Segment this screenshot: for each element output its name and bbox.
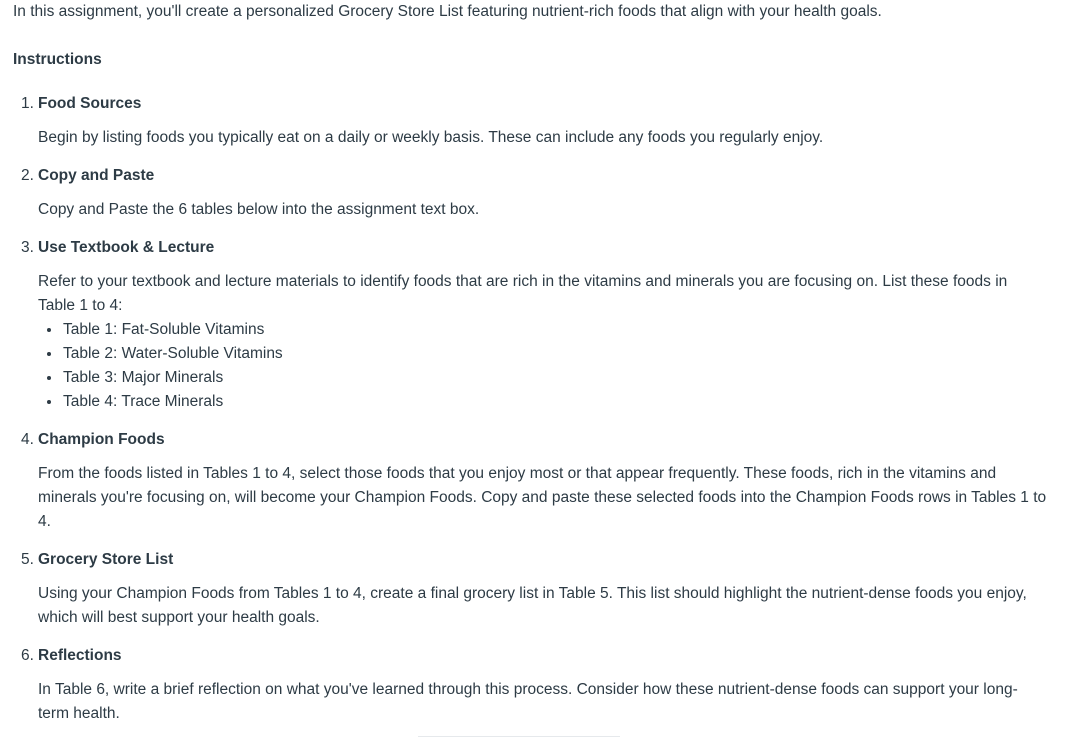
bullet-icon xyxy=(47,352,51,356)
list-item xyxy=(38,390,283,414)
list-item-text: Table 3: Major Minerals xyxy=(63,369,224,386)
list-item-text: Table 1: Fat-Soluble Vitamins xyxy=(63,321,265,338)
step-1-number: 1. xyxy=(21,95,34,112)
step-3-body: Refer to your textbook and lecture materials to identify foods that are rich in the vitamins and minerals you are focusing on. List these foods in Table 1 to 4: xyxy=(38,273,1008,314)
step-5-title xyxy=(21,551,173,569)
step-1-body: Begin by listing foods you typically eat on a daily or weekly basis. These can include any foods you regularly enjoy. xyxy=(38,129,824,146)
instructions-heading: Instructions xyxy=(13,51,102,68)
step-2-number: 2. xyxy=(21,167,34,184)
bullet-icon xyxy=(47,400,51,404)
list-item xyxy=(38,366,283,390)
bullet-icon xyxy=(47,376,51,380)
divider xyxy=(418,736,620,737)
step-5-body: Using your Champion Foods from Tables 1 to 4, create a final grocery list in Table 5. This list should highlight the nutrient-dense foods you enjoy, which will best support your health goals. xyxy=(38,585,1027,626)
step-4-body: From the foods listed in Tables 1 to 4, select those foods that you enjoy most or that appear frequently. These foods, rich in the vitamins and minerals you're focusing on, will become your Champion Foods. Copy and paste these selected foods into the Champion Foods rows in Tables 1 to 4. xyxy=(38,465,1047,530)
step-3-label: Use Textbook & Lecture xyxy=(38,239,215,256)
step-4-label: Champion Foods xyxy=(38,431,165,448)
step-6-body: In Table 6, write a brief reflection on what you've learned through this process. Consider how these nutrient-dense foods can support your long-term health. xyxy=(38,681,1018,722)
step-1-label: Food Sources xyxy=(38,95,142,112)
step-6-title xyxy=(21,647,122,665)
step-2-label: Copy and Paste xyxy=(38,167,155,184)
step-5-label: Grocery Store List xyxy=(38,551,174,568)
bullet-icon xyxy=(47,328,51,332)
step-5-number: 5. xyxy=(21,551,34,568)
step-6-number: 6. xyxy=(21,647,34,664)
list-item-text: Table 2: Water-Soluble Vitamins xyxy=(63,345,283,362)
step-3-number: 3. xyxy=(21,239,34,256)
list-item-text: Table 4: Trace Minerals xyxy=(63,393,224,410)
step-1-title xyxy=(21,95,141,113)
step-6-label: Reflections xyxy=(38,647,122,664)
step-4-title xyxy=(21,431,165,449)
list-item xyxy=(38,342,283,366)
step-2-body: Copy and Paste the 6 tables below into the assignment text box. xyxy=(38,201,480,218)
intro-text: In this assignment, you'll create a personalized Grocery Store List featuring nutrient-rich foods that align with your health goals. xyxy=(13,3,882,20)
list-item xyxy=(38,318,283,342)
step-3-table-list xyxy=(38,318,283,414)
step-3-title xyxy=(21,239,214,257)
step-4-number: 4. xyxy=(21,431,34,448)
step-2-title xyxy=(21,167,154,185)
